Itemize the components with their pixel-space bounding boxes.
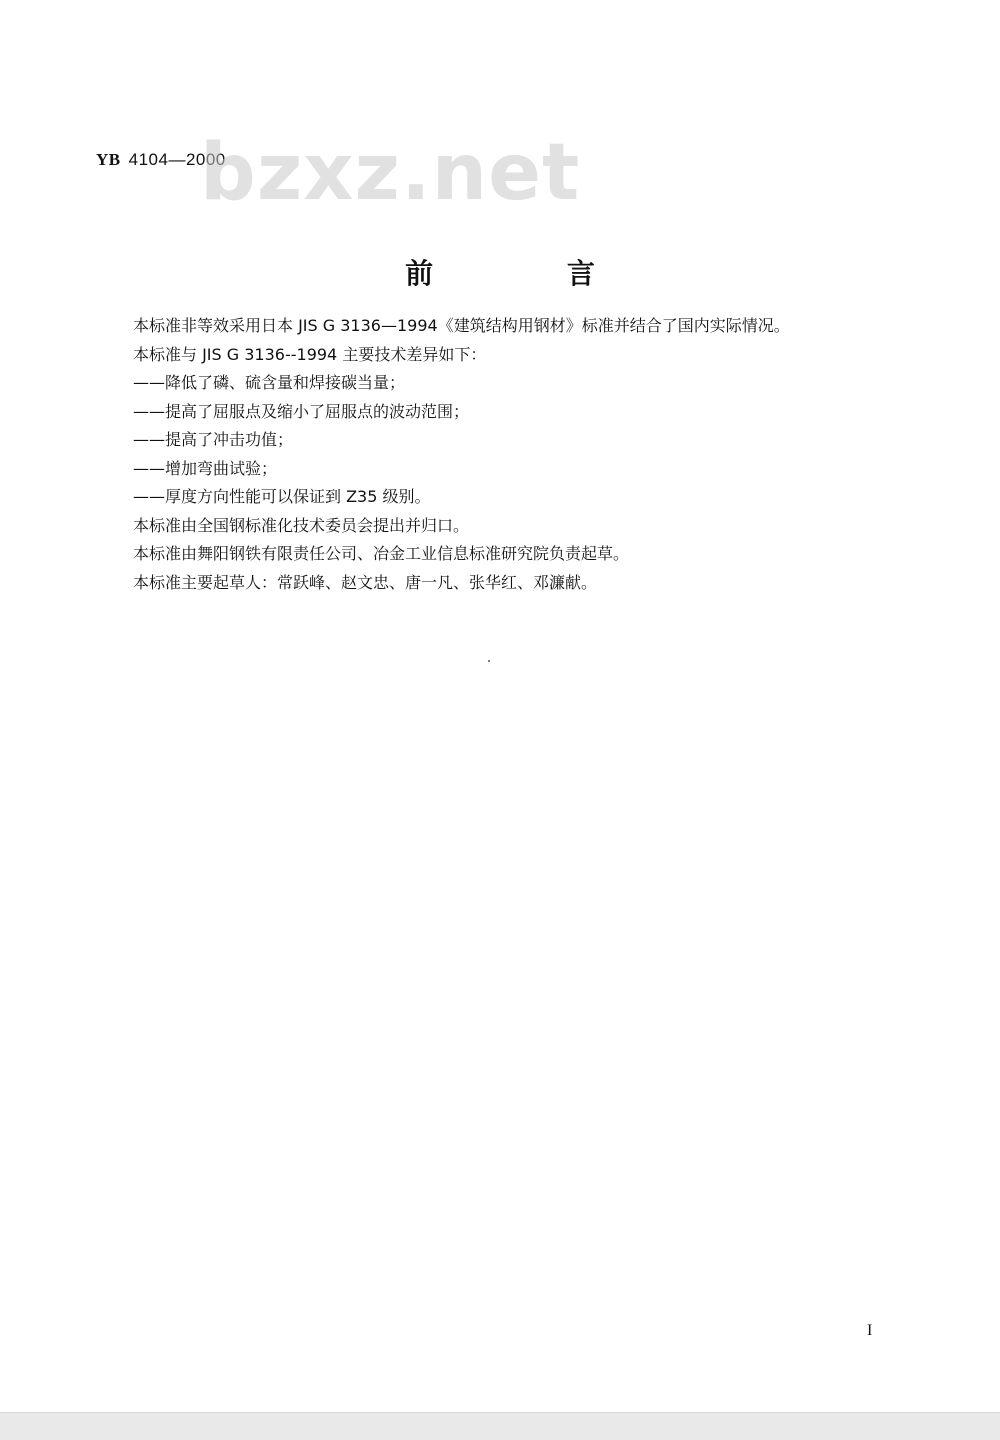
viewer-bottom-strip bbox=[0, 1412, 1000, 1440]
list-item: ——增加弯曲试验； bbox=[133, 458, 278, 478]
paragraph-drafting-units: 本标准由舞阳钢铁有限责任公司、冶金工业信息标准研究院负责起草。 bbox=[133, 544, 630, 563]
list-item: ——降低了磷、硫含量和焊接碳当量； bbox=[133, 373, 406, 392]
list-item: ——提高了屈服点及缩小了屈服点的波动范围； bbox=[133, 401, 470, 421]
paragraph-adoption: 本标准非等效采用日本 JIS G 3136—1994《建筑结构用钢材》标准并结合了国内实际情况。 bbox=[133, 316, 790, 335]
paragraph-drafters: 本标准主要起草人：常跃峰、赵文忠、唐一凡、张华红、邓濂献。 bbox=[133, 572, 598, 592]
watermark-logo: bzxz.net bbox=[200, 128, 581, 218]
list-item: ——厚度方向性能可以保证到 Z35 级别。 bbox=[133, 487, 431, 506]
page-title: 前 言 bbox=[405, 257, 657, 290]
standard-number: 4104—2000 bbox=[128, 150, 226, 169]
paragraph-differences-intro: 本标准与 JIS G 3136--1994 主要技术差异如下： bbox=[133, 344, 487, 364]
standard-prefix: YB bbox=[96, 150, 121, 169]
foreword-body bbox=[133, 312, 893, 597]
paragraph-proposer: 本标准由全国钢标准化技术委员会提出并归口。 bbox=[133, 515, 470, 535]
stray-dot bbox=[488, 660, 490, 662]
page-number: I bbox=[867, 1322, 873, 1339]
list-item: ——提高了冲击功值； bbox=[133, 430, 294, 449]
